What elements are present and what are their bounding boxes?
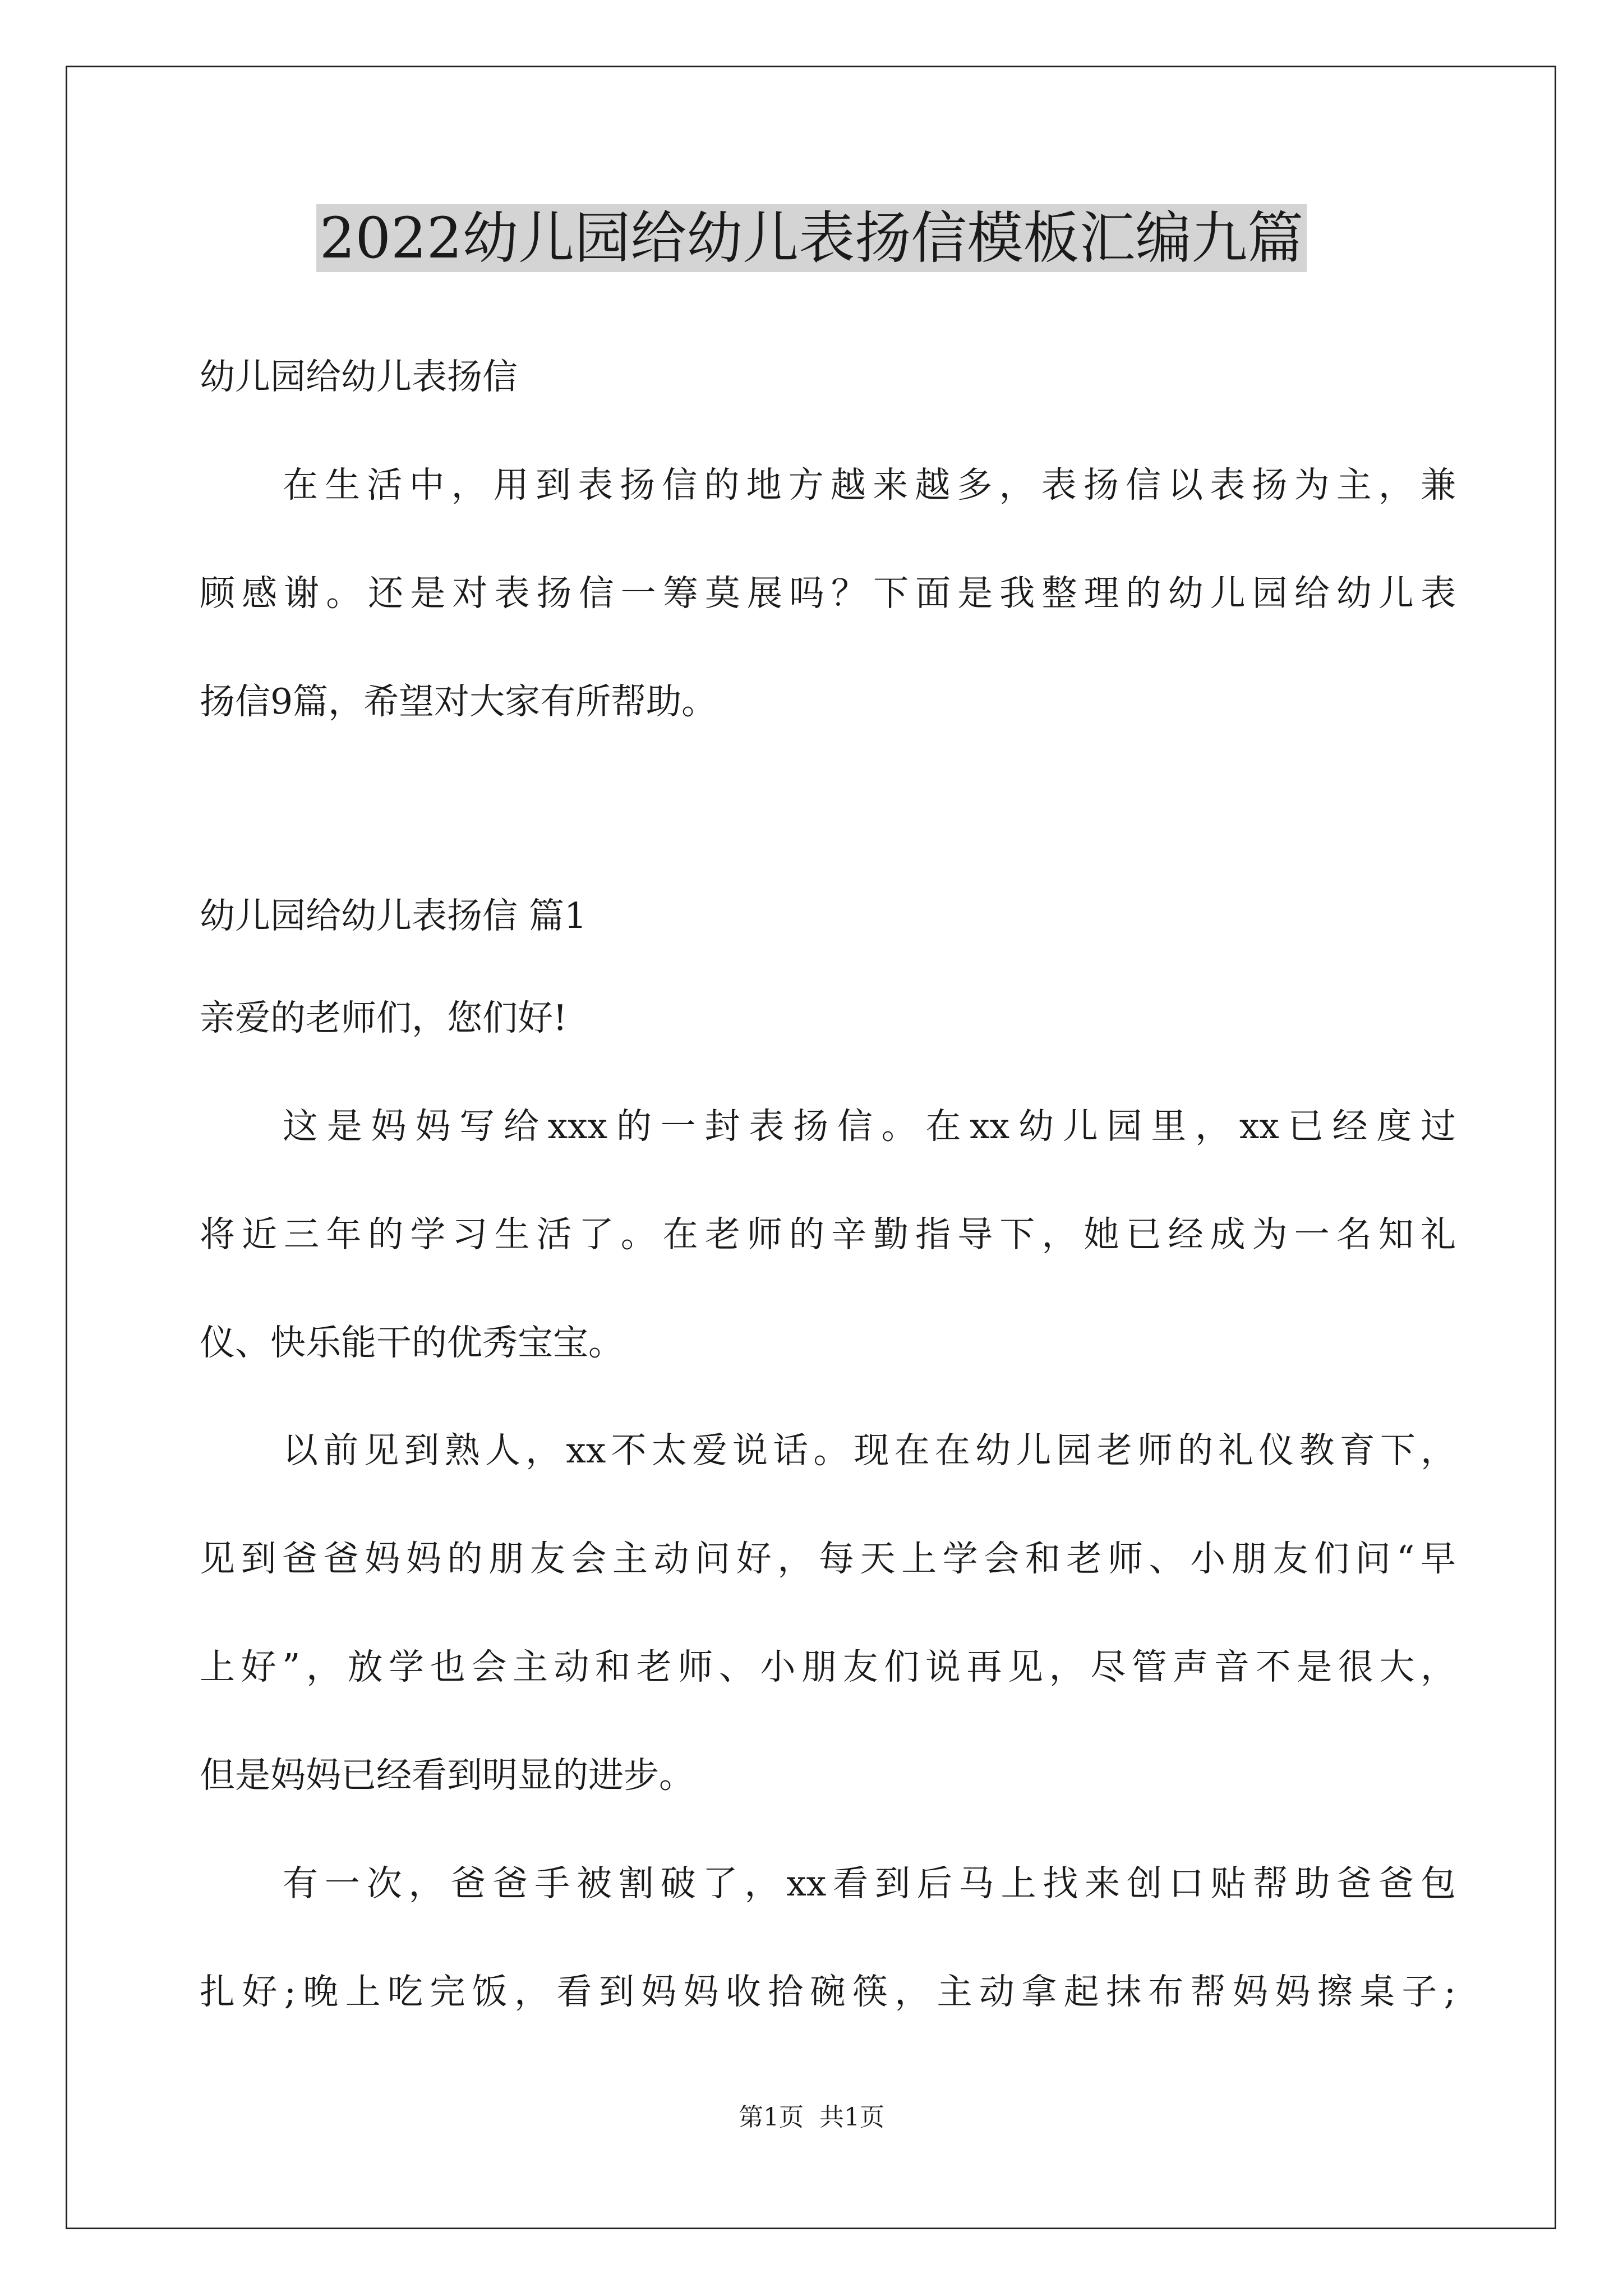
paragraph-line: 但是妈妈已经看到明显的进步。 [200,1755,694,1796]
paragraph-line: 见到爸爸妈妈的朋友会主动问好，每天上学会和老师、小朋友们问“早 [200,1538,1456,1579]
paragraph-line: 仪、快乐能干的优秀宝宝。 [200,1322,624,1363]
paragraph-line: 将近三年的学习生活了。在老师的辛勤指导下，她已经成为一名知礼 [200,1214,1456,1255]
paragraph-line: 上好”，放学也会主动和老师、小朋友们说再见，尽管声音不是很大， [200,1646,1456,1687]
paragraph-line: 在生活中，用到表扬信的地方越来越多，表扬信以表扬为主，兼 [283,464,1456,505]
page-footer [0,2101,1623,2134]
paragraph-line: 扎好;晚上吃完饭，看到妈妈收拾碗筷，主动拿起抹布帮妈妈擦桌子; [200,1971,1456,2012]
document-title [0,199,1623,278]
section-heading: 幼儿园给幼儿表扬信 篇1 [200,895,587,936]
salutation: 亲爱的老师们，您们好! [200,997,568,1038]
paragraph-line: 这是妈妈写给xxx的一封表扬信。在xx幼儿园里，xx已经度过 [283,1106,1456,1147]
paragraph-line: 以前见到熟人，xx不太爱说话。现在在幼儿园老师的礼仪教育下， [283,1430,1456,1471]
page-total: 共1页 [819,2103,884,2132]
page-number: 第1页 [739,2103,804,2132]
paragraph-line: 扬信9篇，希望对大家有所帮助。 [200,681,717,722]
paragraph-line: 有一次，爸爸手被割破了，xx看到后马上找来创口贴帮助爸爸包 [283,1863,1456,1904]
section-heading: 幼儿园给幼儿表扬信 [200,356,518,397]
paragraph-line: 顾感谢。还是对表扬信一筹莫展吗？下面是我整理的幼儿园给幼儿表 [200,573,1456,614]
title-text: 2022幼儿园给幼儿表扬信模板汇编九篇 [316,204,1307,272]
